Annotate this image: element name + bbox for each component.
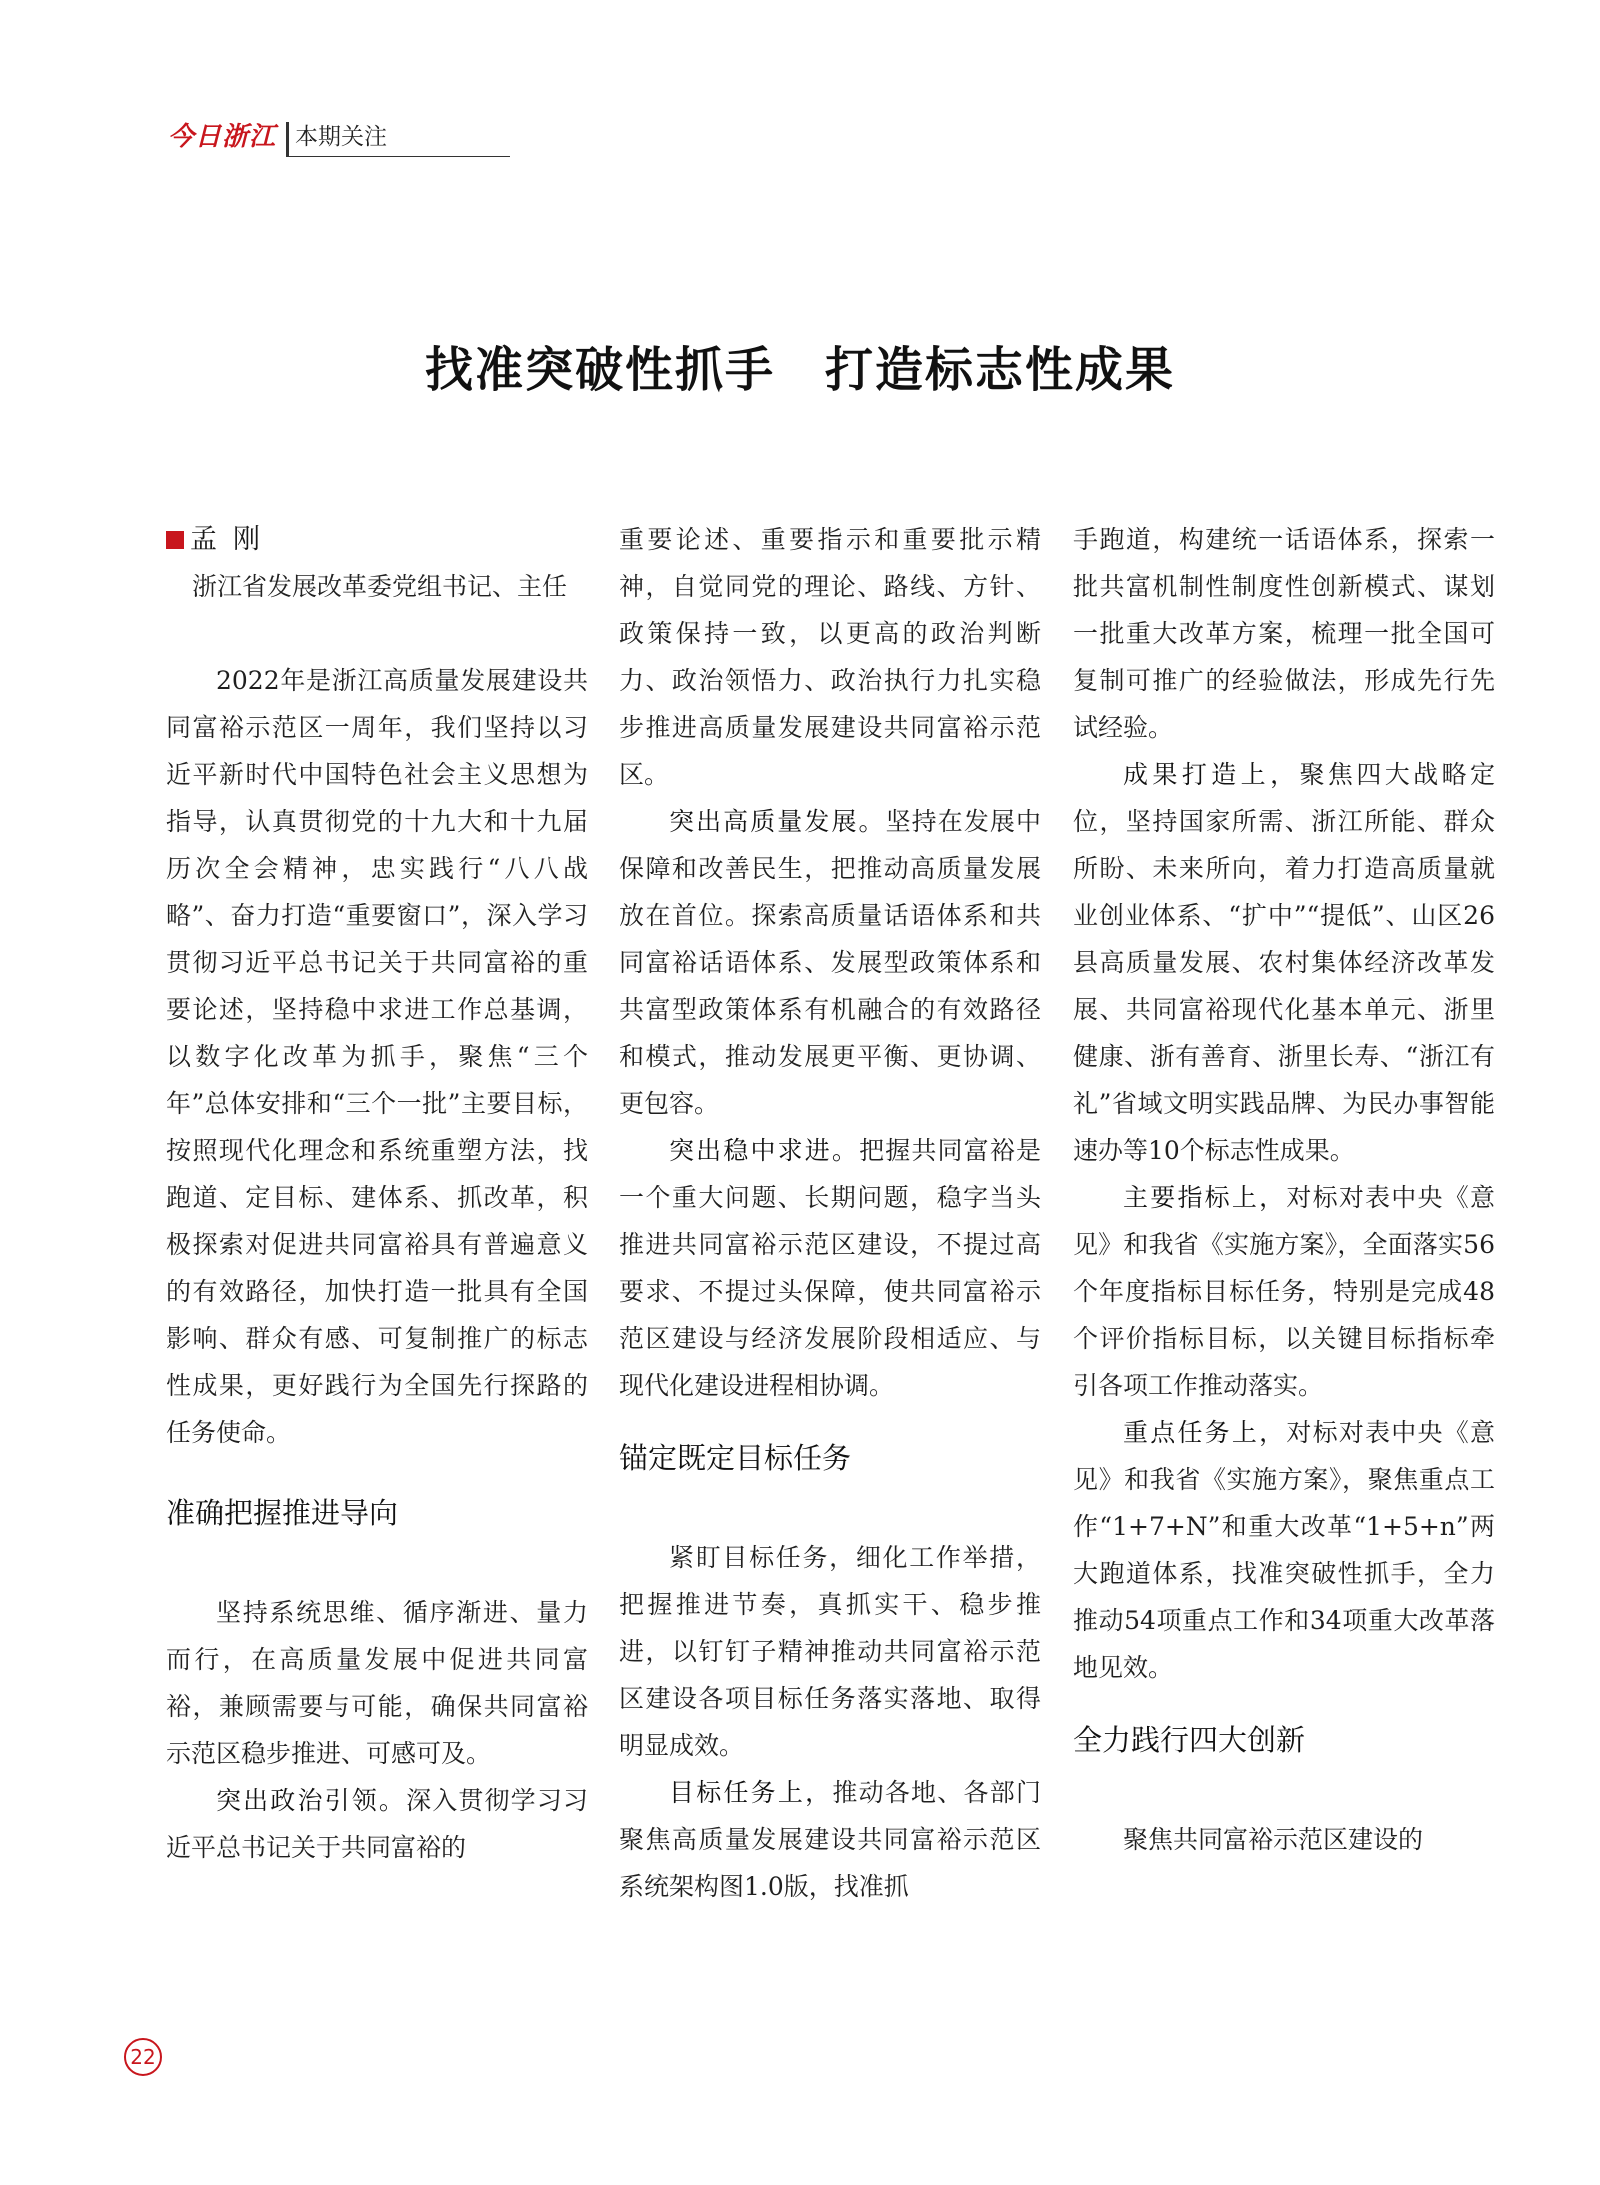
header-rule bbox=[286, 156, 510, 157]
paragraph-lead: 主要指标上， bbox=[1123, 1183, 1287, 1212]
paragraph: 手跑道，构建统一话语体系，探索一批共富机制性制度性创新模式、谋划一批重大改革方案，梳理一批全国可复制可推广的经验做法，形成先行先试经验。 bbox=[1073, 525, 1495, 742]
page-number: 22 bbox=[124, 2038, 162, 2076]
paragraph bbox=[1073, 751, 1495, 1174]
article-column-2 bbox=[619, 516, 1041, 1910]
section-heading-1: 准确把握推进导向 bbox=[166, 1496, 399, 1530]
paragraph-body: 对标对表中央《意见》和我省《实施方案》，聚焦重点工作“1+7+N”和重大改革“1+5+n”两大跑道体系，找准突破性抓手，全力推动54项重点工作和34项重大改革落地见效。 bbox=[1073, 1418, 1495, 1682]
paragraph-lead: 成果打造上， bbox=[1123, 760, 1300, 789]
paragraph: 坚持系统思维、循序渐进、量力而行，在高质量发展中促进共同富裕，兼顾需要与可能，确保共同富裕示范区稳步推进、可感可及。 bbox=[166, 1598, 588, 1768]
page-header bbox=[168, 118, 510, 160]
paragraph bbox=[166, 1777, 588, 1871]
paragraph bbox=[619, 798, 1041, 1127]
paragraph-lead: 重点任务上， bbox=[1123, 1418, 1287, 1447]
author-marker-icon bbox=[166, 531, 184, 549]
paragraph-body: 推动各地、各部门聚焦高质量发展建设共同富裕示范区系统架构图1.0版，找准抓 bbox=[619, 1778, 1041, 1901]
section-label: 本期关注 bbox=[295, 124, 387, 150]
paragraph: 重要论述、重要指示和重要批示精神，自觉同党的理论、路线、方针、政策保持一致，以更高的政治判断力、政治领悟力、政治执行力扎实稳步推进高质量发展建设共同富裕示范区。 bbox=[619, 525, 1041, 789]
section-heading-2: 锚定既定目标任务 bbox=[619, 1441, 852, 1475]
paragraph-lead: 突出政治引领。 bbox=[216, 1786, 407, 1815]
paragraph-body: 深入贯彻学习习近平总书记关于共同富裕的 bbox=[166, 1786, 588, 1862]
paragraph bbox=[619, 1127, 1041, 1409]
paragraph bbox=[1073, 1174, 1495, 1409]
paragraph: 聚焦共同富裕示范区建设的 bbox=[1123, 1825, 1424, 1854]
author-name: 孟刚 bbox=[190, 524, 276, 555]
section-heading-3: 全力践行四大创新 bbox=[1073, 1723, 1306, 1757]
paragraph-body: 对标对表中央《意见》和我省《实施方案》，全面落实56个年度指标目标任务，特别是完成48个评价指标目标，以关键目标指标牵引各项工作推动落实。 bbox=[1073, 1183, 1495, 1400]
article-column-1 bbox=[166, 516, 588, 1871]
author-title: 浙江省发展改革委党组书记、主任 bbox=[192, 572, 568, 601]
article-title: 找准突破性抓手 打造标志性成果 bbox=[424, 342, 1175, 398]
article-column-3 bbox=[1073, 516, 1495, 1863]
paragraph-lead: 目标任务上， bbox=[669, 1778, 833, 1807]
paragraph bbox=[619, 1769, 1041, 1910]
paragraph-lead: 突出稳中求进。 bbox=[669, 1136, 860, 1165]
paragraph-body: 聚焦四大战略定位，坚持国家所需、浙江所能、群众所盼、未来所向，着力打造高质量就业创业体系、“扩中”“提低”、山区26县高质量发展、农村集体经济改革发展、共同富裕现代化基本单元、浙里健康、浙有善育、浙里长寿、“浙江有礼”省域文明实践品牌、为民办事智能速办等10个标志性成果。 bbox=[1073, 760, 1495, 1165]
magazine-logo: 今日浙江 bbox=[168, 122, 277, 152]
intro-paragraph: 2022年是浙江高质量发展建设共同富裕示范区一周年，我们坚持以习近平新时代中国特色社会主义思想为指导，认真贯彻党的十九大和十九届历次全会精神，忠实践行“八八战略”、奋力打造“重要窗口”，深入学习贯彻习近平总书记关于共同富裕的重要论述，坚持稳中求进工作总基调，以数字化改革为抓手，聚焦“三个年”总体安排和“三个一批”主要目标，按照现代化理念和系统重塑方法，找跑道、定目标、建体系、抓改革，积极探索对促进共同富裕具有普遍意义的有效路径，加快打造一批具有全国影响、群众有感、可复制推广的标志性成果，更好践行为全国先行探路的任务使命。 bbox=[166, 666, 588, 1447]
author-byline bbox=[166, 516, 588, 563]
paragraph bbox=[1073, 1409, 1495, 1691]
paragraph-body: 把握共同富裕是一个重大问题、长期问题，稳字当头推进共同富裕示范区建设，不提过高要求、不提过头保障，使共同富裕示范区建设与经济发展阶段相适应、与现代化建设进程相协调。 bbox=[619, 1136, 1041, 1400]
header-divider bbox=[286, 122, 289, 156]
paragraph-lead: 突出高质量发展。 bbox=[669, 807, 886, 836]
paragraph: 紧盯目标任务，细化工作举措，把握推进节奏，真抓实干、稳步推进，以钉钉子精神推动共同富裕示范区建设各项目标任务落实落地、取得明显成效。 bbox=[619, 1543, 1041, 1760]
paragraph-body: 坚持在发展中保障和改善民生，把推动高质量发展放在首位。探索高质量话语体系和共同富裕话语体系、发展型政策体系和共富型政策体系有机融合的有效路径和模式，推动发展更平衡、更协调、更包容。 bbox=[619, 807, 1041, 1118]
